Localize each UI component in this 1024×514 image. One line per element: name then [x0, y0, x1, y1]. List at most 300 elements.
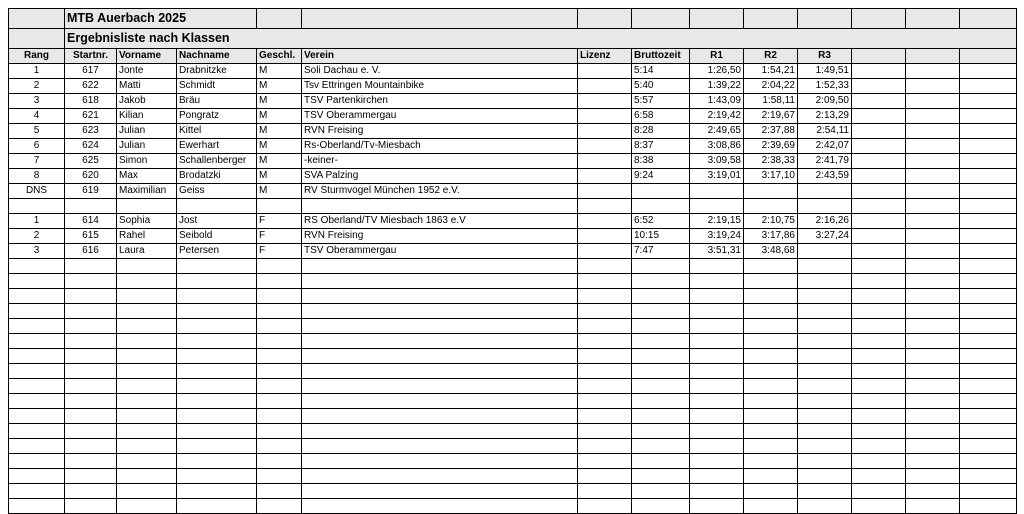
cell-extra-2[interactable] [906, 409, 960, 424]
cell-vorname[interactable]: Simon [117, 154, 177, 169]
cell-vorname[interactable] [117, 484, 177, 499]
cell[interactable] [257, 9, 302, 29]
cell-extra-1[interactable] [852, 214, 906, 229]
cell-extra-1[interactable] [852, 424, 906, 439]
cell-rang[interactable] [9, 334, 65, 349]
cell-nachname[interactable]: Petersen [177, 244, 257, 259]
cell[interactable] [9, 9, 65, 29]
cell-geschl[interactable]: M [257, 154, 302, 169]
cell-geschl[interactable]: M [257, 94, 302, 109]
cell-extra-3[interactable] [960, 64, 1017, 79]
cell-startnr[interactable] [65, 349, 117, 364]
cell-r1[interactable] [690, 199, 744, 214]
cell-lizenz[interactable] [578, 379, 632, 394]
cell-verein[interactable]: SVA Palzing [302, 169, 578, 184]
cell-vorname[interactable] [117, 394, 177, 409]
cell-rang[interactable] [9, 199, 65, 214]
cell-r3[interactable] [798, 379, 852, 394]
cell-nachname[interactable] [177, 349, 257, 364]
cell-geschl[interactable] [257, 454, 302, 469]
cell-extra-3[interactable] [960, 334, 1017, 349]
cell-r1[interactable] [690, 469, 744, 484]
cell-bruttozeit[interactable] [632, 499, 690, 514]
cell-geschl[interactable] [257, 439, 302, 454]
cell-startnr[interactable] [65, 394, 117, 409]
cell-extra-3[interactable] [960, 259, 1017, 274]
cell-r2[interactable] [744, 424, 798, 439]
cell-r2[interactable] [744, 364, 798, 379]
cell-extra-3[interactable] [960, 484, 1017, 499]
cell-nachname[interactable] [177, 319, 257, 334]
cell-geschl[interactable] [257, 274, 302, 289]
cell-bruttozeit[interactable]: 6:58 [632, 109, 690, 124]
cell-extra-1[interactable] [852, 469, 906, 484]
cell-geschl[interactable] [257, 289, 302, 304]
cell-extra-3[interactable] [960, 454, 1017, 469]
cell-extra-1[interactable] [852, 139, 906, 154]
cell-verein[interactable] [302, 349, 578, 364]
cell-lizenz[interactable] [578, 394, 632, 409]
cell-r2[interactable] [744, 409, 798, 424]
cell-startnr[interactable]: 622 [65, 79, 117, 94]
cell-r1[interactable] [690, 439, 744, 454]
cell-extra-3[interactable] [960, 424, 1017, 439]
cell-nachname[interactable] [177, 499, 257, 514]
cell-bruttozeit[interactable] [632, 439, 690, 454]
cell-r2[interactable] [744, 379, 798, 394]
cell-extra-2[interactable] [906, 64, 960, 79]
column-header-vorname[interactable]: Vorname [117, 49, 177, 64]
cell-bruttozeit[interactable]: 5:14 [632, 64, 690, 79]
cell-lizenz[interactable] [578, 304, 632, 319]
cell-lizenz[interactable] [578, 214, 632, 229]
cell-geschl[interactable]: F [257, 214, 302, 229]
cell-vorname[interactable] [117, 364, 177, 379]
cell-r1[interactable] [690, 424, 744, 439]
cell-bruttozeit[interactable] [632, 454, 690, 469]
cell-extra-1[interactable] [852, 334, 906, 349]
cell-verein[interactable]: Soli Dachau e. V. [302, 64, 578, 79]
cell-extra-1[interactable] [852, 124, 906, 139]
column-header-r2[interactable]: R2 [744, 49, 798, 64]
cell-r2[interactable] [744, 259, 798, 274]
cell-startnr[interactable] [65, 259, 117, 274]
cell-bruttozeit[interactable] [632, 424, 690, 439]
cell-extra-2[interactable] [906, 184, 960, 199]
cell-startnr[interactable]: 616 [65, 244, 117, 259]
cell-geschl[interactable]: M [257, 64, 302, 79]
cell-lizenz[interactable] [578, 229, 632, 244]
cell[interactable] [632, 9, 690, 29]
cell-vorname[interactable]: Julian [117, 124, 177, 139]
cell-bruttozeit[interactable] [632, 469, 690, 484]
cell-r1[interactable]: 3:09,58 [690, 154, 744, 169]
cell-bruttozeit[interactable] [632, 184, 690, 199]
cell-rang[interactable]: 1 [9, 64, 65, 79]
cell-extra-2[interactable] [906, 124, 960, 139]
cell-extra-1[interactable] [852, 64, 906, 79]
cell-bruttozeit[interactable]: 5:40 [632, 79, 690, 94]
cell-rang[interactable]: 2 [9, 229, 65, 244]
cell[interactable] [798, 9, 852, 29]
cell-extra-3[interactable] [960, 214, 1017, 229]
cell-startnr[interactable]: 625 [65, 154, 117, 169]
cell-extra-3[interactable] [960, 394, 1017, 409]
cell-extra-3[interactable] [960, 184, 1017, 199]
cell-rang[interactable] [9, 469, 65, 484]
cell-extra-3[interactable] [960, 499, 1017, 514]
cell-extra-1[interactable] [852, 439, 906, 454]
cell-nachname[interactable] [177, 394, 257, 409]
cell-nachname[interactable] [177, 364, 257, 379]
cell-bruttozeit[interactable] [632, 364, 690, 379]
cell-extra-2[interactable] [906, 469, 960, 484]
cell-extra-2[interactable] [906, 454, 960, 469]
cell-r1[interactable] [690, 274, 744, 289]
cell-extra-1[interactable] [852, 394, 906, 409]
cell-nachname[interactable] [177, 484, 257, 499]
cell-lizenz[interactable] [578, 199, 632, 214]
cell-r1[interactable]: 2:49,65 [690, 124, 744, 139]
cell-extra-1[interactable] [852, 259, 906, 274]
cell-nachname[interactable]: Geiss [177, 184, 257, 199]
column-header-bruttozeit[interactable]: Bruttozeit [632, 49, 690, 64]
cell-verein[interactable] [302, 454, 578, 469]
cell-rang[interactable]: 6 [9, 139, 65, 154]
cell-nachname[interactable] [177, 274, 257, 289]
cell-r1[interactable]: 1:39,22 [690, 79, 744, 94]
cell-r1[interactable] [690, 259, 744, 274]
cell-verein[interactable] [302, 469, 578, 484]
cell-bruttozeit[interactable] [632, 259, 690, 274]
cell-vorname[interactable] [117, 424, 177, 439]
cell-extra-2[interactable] [906, 109, 960, 124]
cell-bruttozeit[interactable] [632, 304, 690, 319]
cell-geschl[interactable]: F [257, 244, 302, 259]
cell-verein[interactable] [302, 199, 578, 214]
cell-bruttozeit[interactable]: 8:37 [632, 139, 690, 154]
column-header-nachname[interactable]: Nachname [177, 49, 257, 64]
cell-rang[interactable] [9, 499, 65, 514]
cell-r3[interactable] [798, 484, 852, 499]
cell-bruttozeit[interactable] [632, 199, 690, 214]
cell-extra-1[interactable] [852, 94, 906, 109]
cell-r1[interactable] [690, 499, 744, 514]
cell-verein[interactable]: Rs-Oberland/Tv-Miesbach [302, 139, 578, 154]
column-header-geschl[interactable]: Geschl. [257, 49, 302, 64]
cell-startnr[interactable] [65, 469, 117, 484]
cell-bruttozeit[interactable]: 8:38 [632, 154, 690, 169]
cell-extra-2[interactable] [906, 229, 960, 244]
cell-r1[interactable] [690, 304, 744, 319]
cell-bruttozeit[interactable]: 7:47 [632, 244, 690, 259]
cell-extra-1[interactable] [852, 289, 906, 304]
cell[interactable] [690, 9, 744, 29]
cell-lizenz[interactable] [578, 64, 632, 79]
cell-r1[interactable]: 3:08,86 [690, 139, 744, 154]
cell-r3[interactable] [798, 454, 852, 469]
cell-r2[interactable] [744, 199, 798, 214]
cell-r1[interactable]: 3:19,01 [690, 169, 744, 184]
cell-r2[interactable] [744, 334, 798, 349]
cell-geschl[interactable] [257, 259, 302, 274]
cell-rang[interactable] [9, 409, 65, 424]
cell-bruttozeit[interactable] [632, 319, 690, 334]
cell-nachname[interactable]: Jost [177, 214, 257, 229]
cell-r3[interactable]: 2:13,29 [798, 109, 852, 124]
cell-nachname[interactable] [177, 289, 257, 304]
cell-r2[interactable]: 1:58,11 [744, 94, 798, 109]
cell-startnr[interactable] [65, 424, 117, 439]
cell-r1[interactable]: 3:51,31 [690, 244, 744, 259]
cell-nachname[interactable] [177, 439, 257, 454]
cell-extra-2[interactable] [906, 379, 960, 394]
cell-lizenz[interactable] [578, 169, 632, 184]
cell-extra-3[interactable] [960, 304, 1017, 319]
cell-lizenz[interactable] [578, 319, 632, 334]
cell-extra-3[interactable] [960, 139, 1017, 154]
cell-r3[interactable] [798, 184, 852, 199]
cell-r2[interactable]: 3:17,86 [744, 229, 798, 244]
cell-r2[interactable] [744, 349, 798, 364]
cell-extra-3[interactable] [960, 469, 1017, 484]
cell-lizenz[interactable] [578, 499, 632, 514]
cell-extra-3[interactable] [960, 349, 1017, 364]
cell-verein[interactable]: RV Sturmvogel München 1952 e.V. [302, 184, 578, 199]
cell-r2[interactable]: 2:39,69 [744, 139, 798, 154]
cell-extra-2[interactable] [906, 169, 960, 184]
cell-geschl[interactable] [257, 424, 302, 439]
cell-nachname[interactable]: Seibold [177, 229, 257, 244]
cell-rang[interactable] [9, 349, 65, 364]
cell-verein[interactable]: TSV Oberammergau [302, 109, 578, 124]
cell-vorname[interactable] [117, 199, 177, 214]
cell-lizenz[interactable] [578, 139, 632, 154]
cell-rang[interactable] [9, 364, 65, 379]
cell-lizenz[interactable] [578, 79, 632, 94]
cell-nachname[interactable]: Bräu [177, 94, 257, 109]
cell-extra-2[interactable] [906, 259, 960, 274]
cell-extra-1[interactable] [852, 454, 906, 469]
cell-nachname[interactable] [177, 379, 257, 394]
cell-vorname[interactable] [117, 274, 177, 289]
cell-lizenz[interactable] [578, 109, 632, 124]
cell-nachname[interactable] [177, 304, 257, 319]
cell-geschl[interactable] [257, 484, 302, 499]
cell-nachname[interactable]: Kittel [177, 124, 257, 139]
cell[interactable] [906, 9, 960, 29]
sheet-subtitle[interactable]: Ergebnisliste nach Klassen [65, 29, 1017, 49]
cell-rang[interactable]: 1 [9, 214, 65, 229]
cell-extra-2[interactable] [906, 304, 960, 319]
cell-r1[interactable] [690, 184, 744, 199]
cell-extra-2[interactable] [906, 484, 960, 499]
cell-rang[interactable] [9, 439, 65, 454]
cell-r1[interactable] [690, 409, 744, 424]
cell-nachname[interactable] [177, 469, 257, 484]
cell-extra-1[interactable] [852, 154, 906, 169]
cell-verein[interactable] [302, 379, 578, 394]
cell-r2[interactable]: 3:17,10 [744, 169, 798, 184]
sheet-title[interactable]: MTB Auerbach 2025 [65, 9, 257, 29]
cell-extra-1[interactable] [852, 499, 906, 514]
cell-rang[interactable] [9, 454, 65, 469]
cell-extra-2[interactable] [906, 79, 960, 94]
cell-nachname[interactable]: Schallenberger [177, 154, 257, 169]
cell-startnr[interactable]: 619 [65, 184, 117, 199]
cell-verein[interactable] [302, 304, 578, 319]
cell-r2[interactable]: 2:37,88 [744, 124, 798, 139]
cell-extra-3[interactable] [960, 124, 1017, 139]
cell-verein[interactable] [302, 394, 578, 409]
cell-extra-3[interactable] [960, 169, 1017, 184]
cell-vorname[interactable]: Max [117, 169, 177, 184]
cell-bruttozeit[interactable] [632, 394, 690, 409]
cell-extra-2[interactable] [906, 349, 960, 364]
cell-extra-1[interactable] [852, 319, 906, 334]
cell-geschl[interactable]: F [257, 229, 302, 244]
cell-startnr[interactable] [65, 199, 117, 214]
cell-geschl[interactable]: M [257, 79, 302, 94]
cell-extra-3[interactable] [960, 319, 1017, 334]
cell-r3[interactable] [798, 349, 852, 364]
cell-r2[interactable] [744, 439, 798, 454]
cell-startnr[interactable] [65, 319, 117, 334]
cell-extra-1[interactable] [852, 184, 906, 199]
cell-startnr[interactable]: 621 [65, 109, 117, 124]
cell-geschl[interactable] [257, 199, 302, 214]
cell-extra-3[interactable] [960, 379, 1017, 394]
cell-verein[interactable] [302, 484, 578, 499]
cell-rang[interactable]: 3 [9, 244, 65, 259]
cell-extra-1[interactable] [852, 199, 906, 214]
cell-extra-3[interactable] [960, 229, 1017, 244]
cell-extra-2[interactable] [906, 244, 960, 259]
cell-verein[interactable] [302, 424, 578, 439]
cell-r2[interactable] [744, 499, 798, 514]
cell-r3[interactable]: 2:42,07 [798, 139, 852, 154]
cell-startnr[interactable]: 614 [65, 214, 117, 229]
cell-r1[interactable] [690, 349, 744, 364]
column-header-r3[interactable]: R3 [798, 49, 852, 64]
cell-extra-2[interactable] [906, 424, 960, 439]
cell-r2[interactable]: 2:38,33 [744, 154, 798, 169]
cell-r3[interactable] [798, 439, 852, 454]
cell-extra-3[interactable] [960, 94, 1017, 109]
cell-bruttozeit[interactable]: 10:15 [632, 229, 690, 244]
cell-r2[interactable]: 2:19,67 [744, 109, 798, 124]
cell-verein[interactable] [302, 334, 578, 349]
cell-startnr[interactable] [65, 484, 117, 499]
cell-r3[interactable] [798, 499, 852, 514]
cell-verein[interactable]: RVN Freising [302, 229, 578, 244]
column-header-extra-2[interactable] [906, 49, 960, 64]
cell-r2[interactable] [744, 289, 798, 304]
cell-startnr[interactable]: 623 [65, 124, 117, 139]
cell-nachname[interactable] [177, 454, 257, 469]
cell-extra-2[interactable] [906, 199, 960, 214]
cell-lizenz[interactable] [578, 244, 632, 259]
cell-extra-3[interactable] [960, 109, 1017, 124]
cell-rang[interactable]: DNS [9, 184, 65, 199]
cell-rang[interactable]: 3 [9, 94, 65, 109]
cell-r3[interactable] [798, 409, 852, 424]
cell-nachname[interactable]: Brodatzki [177, 169, 257, 184]
cell-extra-3[interactable] [960, 199, 1017, 214]
column-header-rang[interactable]: Rang [9, 49, 65, 64]
cell-r2[interactable]: 3:48,68 [744, 244, 798, 259]
cell-lizenz[interactable] [578, 484, 632, 499]
cell-extra-3[interactable] [960, 244, 1017, 259]
cell-extra-2[interactable] [906, 439, 960, 454]
cell-vorname[interactable] [117, 409, 177, 424]
cell-verein[interactable]: TSV Partenkirchen [302, 94, 578, 109]
cell-extra-2[interactable] [906, 499, 960, 514]
cell-r2[interactable] [744, 319, 798, 334]
cell-extra-1[interactable] [852, 169, 906, 184]
cell-bruttozeit[interactable] [632, 334, 690, 349]
cell-r2[interactable]: 1:54,21 [744, 64, 798, 79]
cell-r3[interactable] [798, 259, 852, 274]
cell-verein[interactable] [302, 499, 578, 514]
cell-lizenz[interactable] [578, 289, 632, 304]
cell-extra-3[interactable] [960, 409, 1017, 424]
cell-vorname[interactable]: Rahel [117, 229, 177, 244]
cell-geschl[interactable]: M [257, 124, 302, 139]
cell-r3[interactable]: 2:54,11 [798, 124, 852, 139]
cell-bruttozeit[interactable] [632, 409, 690, 424]
cell-r3[interactable] [798, 394, 852, 409]
cell-startnr[interactable] [65, 499, 117, 514]
cell-geschl[interactable] [257, 499, 302, 514]
cell-extra-1[interactable] [852, 274, 906, 289]
cell-r2[interactable] [744, 484, 798, 499]
cell[interactable] [9, 29, 65, 49]
cell-startnr[interactable]: 620 [65, 169, 117, 184]
column-header-extra-3[interactable] [960, 49, 1017, 64]
cell-extra-1[interactable] [852, 379, 906, 394]
cell-rang[interactable] [9, 394, 65, 409]
cell-r3[interactable]: 3:27,24 [798, 229, 852, 244]
cell-vorname[interactable] [117, 304, 177, 319]
cell-bruttozeit[interactable]: 6:52 [632, 214, 690, 229]
cell-r3[interactable]: 2:43,59 [798, 169, 852, 184]
cell-nachname[interactable] [177, 199, 257, 214]
cell-lizenz[interactable] [578, 184, 632, 199]
cell-r2[interactable] [744, 469, 798, 484]
cell-verein[interactable]: RS Oberland/TV Miesbach 1863 e.V [302, 214, 578, 229]
cell-extra-1[interactable] [852, 244, 906, 259]
cell-r2[interactable]: 2:10,75 [744, 214, 798, 229]
cell-rang[interactable]: 8 [9, 169, 65, 184]
cell-nachname[interactable]: Schmidt [177, 79, 257, 94]
cell-bruttozeit[interactable] [632, 289, 690, 304]
cell[interactable] [852, 9, 906, 29]
cell-r2[interactable]: 2:04,22 [744, 79, 798, 94]
cell-rang[interactable] [9, 304, 65, 319]
cell[interactable] [302, 9, 578, 29]
cell[interactable] [960, 9, 1017, 29]
cell-vorname[interactable]: Jonte [117, 64, 177, 79]
cell-lizenz[interactable] [578, 454, 632, 469]
cell-vorname[interactable] [117, 289, 177, 304]
cell-startnr[interactable] [65, 289, 117, 304]
cell-lizenz[interactable] [578, 349, 632, 364]
cell-r1[interactable] [690, 319, 744, 334]
cell-verein[interactable] [302, 409, 578, 424]
cell-vorname[interactable] [117, 379, 177, 394]
cell-lizenz[interactable] [578, 124, 632, 139]
